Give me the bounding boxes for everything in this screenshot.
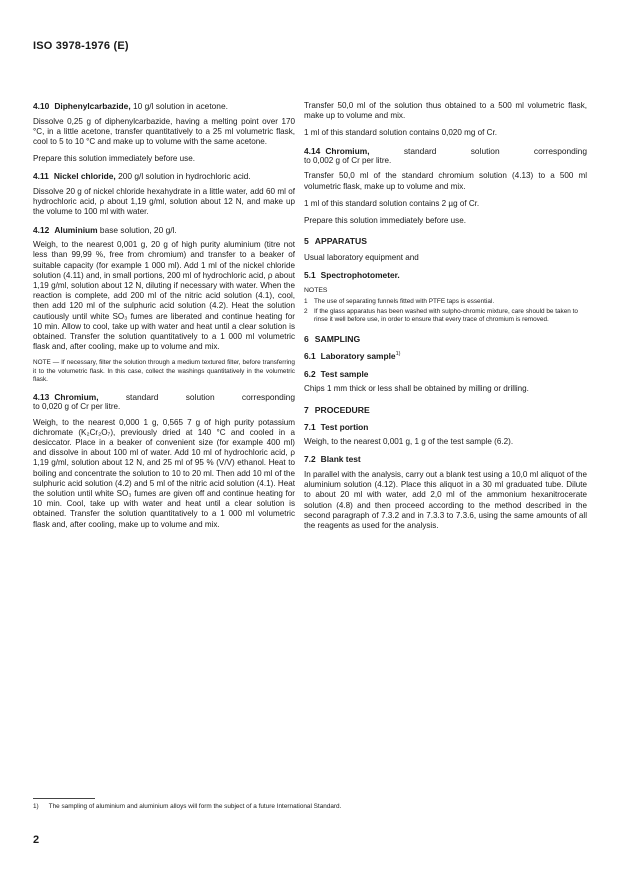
left-column bbox=[33, 101, 295, 537]
chapter-title: PROCEDURE bbox=[314, 404, 370, 415]
paragraph: Transfer 50,0 ml of the standard chromium solution (4.13) to a 500 ml volumetric flask, make up to volume and mix. bbox=[304, 171, 587, 191]
section-heading bbox=[33, 101, 295, 112]
section-heading bbox=[33, 392, 295, 403]
section-heading bbox=[33, 225, 295, 236]
chapter-number: 5 bbox=[304, 236, 309, 247]
notes-label: NOTES bbox=[304, 287, 328, 295]
section-title: Spectrophotometer. bbox=[320, 270, 400, 281]
section-4-14 bbox=[304, 146, 587, 227]
section-7-2 bbox=[304, 454, 587, 531]
section-6-2 bbox=[304, 369, 587, 395]
footnote-marker: 1) bbox=[33, 803, 39, 810]
paragraph: Weigh, to the nearest 0,000 1 g, 0,565 7 g of high purity potassium dichromate (K₂Cr₂O₇), previously dried at 140 °C and cooled in a desiccator. Place in a beaker of convenient size (for example 400 ml) and dissolve in about 100 ml of water. Add 10 ml of hydrochloric acid, ρ 1,19 g/ml, solution about 12 N, and 25 ml of 95 % (V/V) ethanol. Heat to boiling and concentrate the solution to 10 to 20 ml. Then add 10 ml of the sulphuric acid solution (4.2) and 5 ml of the nitric acid solution (4.1). Heat the solution until white SO₃ fumes are given off and continue heating for 10 min. Cool, take up with water and heat until a clear solution is obtained. Transfer the solution quantitatively to a 1 000 ml volumetric flask and, after cooling, make up to volume and mix. bbox=[33, 417, 295, 529]
section-title: Laboratory sample bbox=[320, 351, 396, 362]
section-heading bbox=[304, 351, 587, 362]
section-title-rest: 10 g/l solution in acetone. bbox=[130, 101, 228, 111]
note-item bbox=[304, 298, 587, 306]
chapter-heading-sampling bbox=[304, 334, 587, 345]
section-title-word: standard bbox=[125, 391, 159, 402]
chapter-heading-apparatus bbox=[304, 236, 587, 247]
section-title-word: solution bbox=[470, 145, 500, 156]
section-4-12 bbox=[33, 225, 295, 384]
section-4-10 bbox=[33, 101, 295, 164]
note: NOTE — If necessary, filter the solution through a medium textured filter, before transferring it to the volumetric flask. In this case, collect the washings quantitatively in the volumetric flask. bbox=[33, 359, 295, 383]
footnote-text: The sampling of aluminium and aluminium alloys will form the subject of a future International Standard. bbox=[48, 803, 342, 810]
section-number: 4.10 bbox=[33, 101, 50, 111]
section-title: Aluminium bbox=[54, 224, 98, 235]
right-column bbox=[304, 101, 587, 538]
section-number: 6.1 bbox=[304, 351, 316, 362]
paragraph: 1 ml of this standard solution contains 2 µg of Cr. bbox=[304, 198, 480, 208]
section-heading bbox=[304, 422, 587, 433]
chapter-heading-procedure bbox=[304, 405, 587, 416]
section-title: Blank test bbox=[320, 454, 361, 465]
paragraph: Dissolve 20 g of nickel chloride hexahydrate in a little water, add 60 ml of hydrochloric acid, ρ about 1,19 g/ml, solution about 12 N, and make up the volume to 100 ml with water. bbox=[33, 187, 295, 217]
section-title-rest: 200 g/l solution in hydrochloric acid. bbox=[115, 171, 251, 182]
page-number: 2 bbox=[33, 834, 40, 846]
paragraph: Weigh, to the nearest 0,001 g, 20 g of high purity aluminium (titre not less than 99,99 %, free from chromium) and transfer to a beaker of suitable capacity (for example 1 000 ml). Add 1 ml of the nickel chloride solution (4.11) and, in small portions, 200 ml of hydrochloric acid, ρ about 1,19 g/ml, solution about 12 N, diluting if necessary with water. When the reaction is complete, add 200 ml of the nitric acid solution (4.1), cool, then add 120 ml of the sulphuric acid solution (4.2). Heat the solution cautiously until white SO₃ fumes are liberated and continue heating for 10 min. Allow to cool, take up with water and heat until a clear solution is obtained. Transfer the solution quantitatively to a 1 000 ml volumetric flask and, after cooling, make up to volume and mix. bbox=[33, 240, 295, 352]
section-title: Diphenylcarbazide, bbox=[54, 101, 131, 111]
paragraph: Usual laboratory equipment and bbox=[304, 253, 419, 263]
note-text: If the glass apparatus has been washed with sulpho-chromic mixture, care should be taken to rinse it well before use, in order to ensure that every trace of chromium is removed. bbox=[314, 308, 578, 324]
section-title-continuation: to 0,002 g of Cr per litre. bbox=[304, 156, 392, 166]
footnote-reference: 1) bbox=[395, 351, 401, 358]
document-header: ISO 3978-1976 (E) bbox=[33, 40, 129, 52]
note-number: 2 bbox=[304, 308, 308, 316]
section-heading bbox=[33, 171, 295, 182]
section-number: 7.1 bbox=[304, 421, 316, 432]
chapter-number: 7 bbox=[304, 404, 309, 415]
section-number: 5.1 bbox=[304, 270, 316, 281]
section-7-1 bbox=[304, 422, 587, 448]
section-number: 4.12 bbox=[33, 224, 50, 235]
paragraph: Transfer 50,0 ml of the solution thus obtained to a 500 ml volumetric flask, make up to volume and mix. bbox=[304, 101, 587, 121]
paragraph: Weigh, to the nearest 0,001 g, 1 g of the test sample (6.2). bbox=[304, 437, 514, 447]
section-title-continuation: to 0,020 g of Cr per litre. bbox=[33, 402, 121, 412]
chapter-title: SAMPLING bbox=[314, 334, 361, 345]
section-title-word: solution bbox=[185, 391, 215, 402]
paragraph: Prepare this solution immediately before use. bbox=[304, 216, 466, 226]
section-heading bbox=[304, 270, 587, 281]
section-title-word: corresponding bbox=[241, 391, 295, 402]
paragraph: 1 ml of this standard solution contains 0,020 mg of Cr. bbox=[304, 128, 498, 138]
section-number: 4.14 bbox=[304, 145, 321, 156]
continued-text bbox=[304, 101, 587, 139]
paragraph: In parallel with the analysis, carry out a blank test using a 10,0 ml aliquot of the aluminium solution (4.12). Place this aliquot in a 30 ml graduated tube. Dilute to about 20 ml with water, add 2,0 ml of the ammonium hexanitrocerate solution (4.8) and then proceed according to the method described in the second paragraph of 7.3.2 and in 7.3.3 to 7.3.6, using the same amounts of all the reagents as used for the analysis. bbox=[304, 470, 587, 531]
section-number: 4.11 bbox=[33, 171, 49, 182]
section-title: Test portion bbox=[320, 421, 369, 432]
note-item bbox=[304, 308, 587, 324]
paragraph: Chips 1 mm thick or less shall be obtained by milling or drilling. bbox=[304, 384, 529, 394]
section-heading bbox=[304, 146, 587, 157]
section-4-11 bbox=[33, 171, 295, 217]
section-5-1 bbox=[304, 270, 587, 324]
note-text: The use of separating funnels fitted with PTFE taps is essential. bbox=[314, 298, 495, 306]
section-heading bbox=[304, 454, 587, 465]
chapter-title: APPARATUS bbox=[314, 236, 367, 247]
section-title-rest: base solution, 20 g/l. bbox=[97, 224, 177, 235]
section-title-word: corresponding bbox=[533, 145, 587, 156]
section-5 bbox=[304, 253, 587, 263]
section-title: Test sample bbox=[320, 368, 369, 379]
section-heading bbox=[304, 369, 587, 380]
note-number: 1 bbox=[304, 298, 308, 306]
footnote bbox=[33, 803, 593, 811]
section-6-1 bbox=[304, 351, 587, 362]
chapter-number: 6 bbox=[304, 334, 309, 345]
section-title: Nickel chloride, bbox=[53, 171, 116, 182]
section-title: Chromium, bbox=[325, 145, 370, 156]
section-number: 7.2 bbox=[304, 454, 316, 465]
paragraph: Dissolve 0,25 g of diphenylcarbazide, having a melting point over 170 °C, in a little acetone, transfer quantitatively to a 25 ml volumetric flask, cool to 5 to 10 °C and make up to volume with the same acetone. bbox=[33, 116, 295, 146]
paragraph: Prepare this solution immediately before use. bbox=[33, 154, 195, 164]
section-title-word: standard bbox=[403, 145, 437, 156]
section-title: Chromium, bbox=[54, 391, 99, 402]
section-4-13 bbox=[33, 392, 295, 530]
section-number: 4.13 bbox=[33, 391, 50, 402]
section-number: 6.2 bbox=[304, 368, 316, 379]
footnote-divider bbox=[33, 798, 95, 799]
